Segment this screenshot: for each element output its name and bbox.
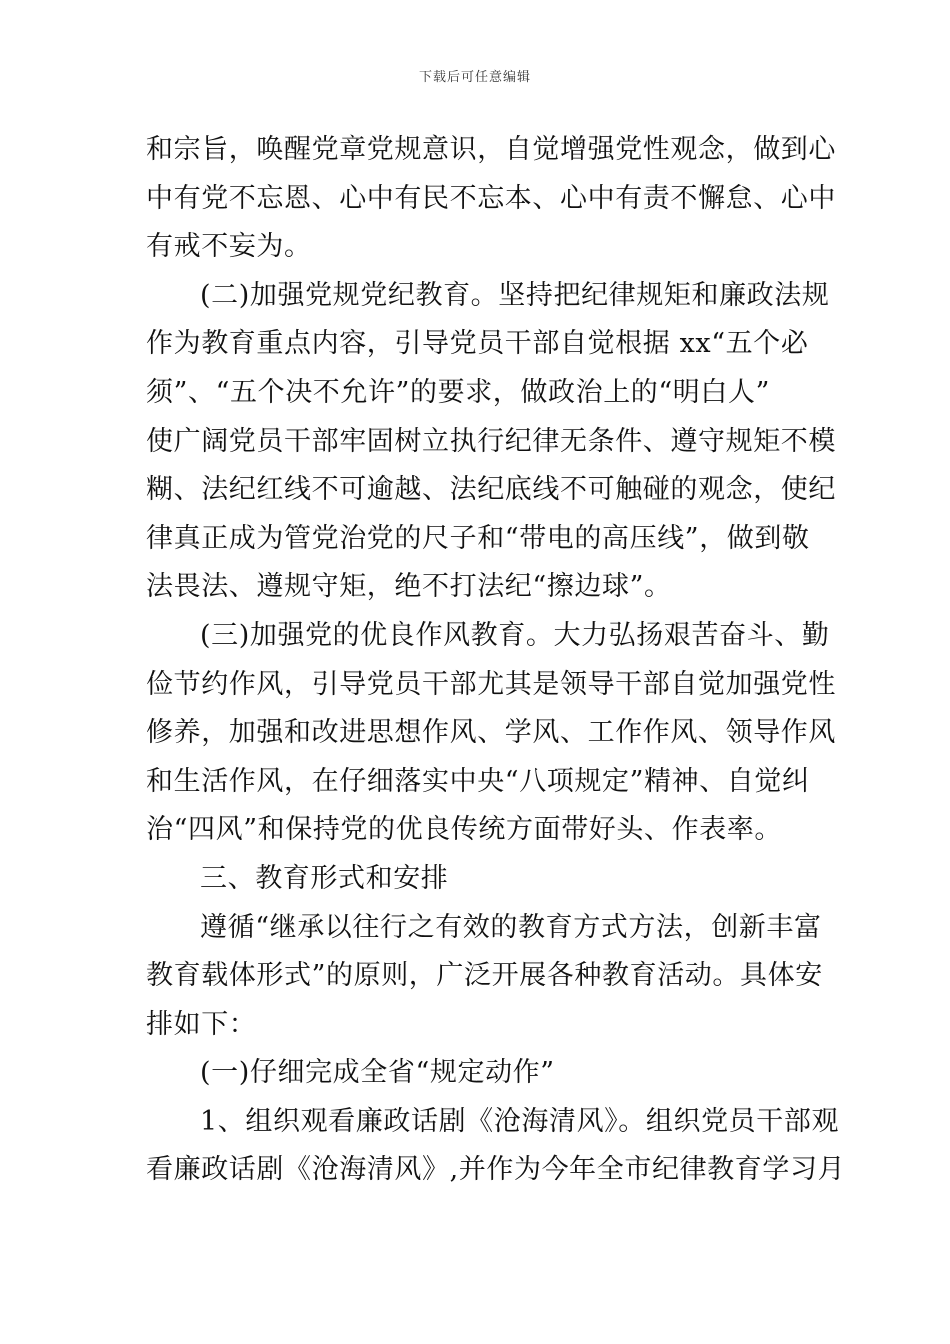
paragraph-4 [146,904,823,1050]
text-line: 治“四风”和保持党的优良传统方面带好头、作表率。 [146,814,783,846]
paragraph-5 [146,1098,846,1195]
text-line: 看廉政话剧《沧海清风》,并作为今年全市纪律教育学习月 [146,1154,846,1186]
text-line: 和宗旨，唤醒党章党规意识，自觉增强党性观念，做到心 [146,134,836,165]
section-heading [146,855,808,904]
text-line: (一)仔细完成全省“规定动作” [200,1057,555,1089]
text-line: 作为教育重点内容，引导党员干部自觉根据 xx“五个必 [146,328,809,360]
text-line: 遵循“继承以往行之有效的教育方式方法，创新丰富 [200,911,822,943]
text-line: 使广阔党员干部牢固树立执行纪律无条件、遵守规矩不模 [146,425,836,457]
page-header-note: 下载后可任意编辑 [418,70,531,85]
text-line: 法畏法、遵规守矩，绝不打法纪“擦边球”。 [146,571,672,603]
text-line: 律真正成为管党治党的尺子和“带电的高压线”，做到敬 [146,522,810,554]
text-line: 须”、“五个决不允许”的要求，做政治上的“明白人” [146,376,771,408]
text-line: 三、教育形式和安排 [200,862,449,894]
text-line: 教育载体形式”的原则，广泛开展各种教育活动。具体安 [146,960,823,992]
text-line: 有戒不妄为。 [146,231,312,263]
text-line: 修养，加强和改进思想作风、学风、工作作风、领导作风 [146,717,836,749]
paragraph-1 [146,126,836,272]
subsection-heading [146,1049,808,1098]
paragraph-2 [146,272,836,612]
text-line: 1、组织观看廉政话剧《沧海清风》。组织党员干部观 [200,1105,840,1137]
text-line: 中有党不忘恩、心中有民不忘本、心中有责不懈怠、心中 [146,182,836,214]
text-line: 糊、法纪红线不可逾越、法纪底线不可触碰的观念，使纪 [146,474,836,506]
text-line: 排如下： [146,1008,257,1040]
text-line: 俭节约作风，引导党员干部尤其是领导干部自觉加强党性 [146,668,836,700]
text-line: (三)加强党的优良作风教育。大力弘扬艰苦奋斗、勤 [200,619,830,651]
document-body [146,126,846,1195]
paragraph-3 [146,612,836,855]
text-line: 和生活作风，在仔细落实中央“八项规定”精神、自觉纠 [146,765,810,797]
text-line: (二)加强党规党纪教育。坚持把纪律规矩和廉政法规 [200,279,830,311]
